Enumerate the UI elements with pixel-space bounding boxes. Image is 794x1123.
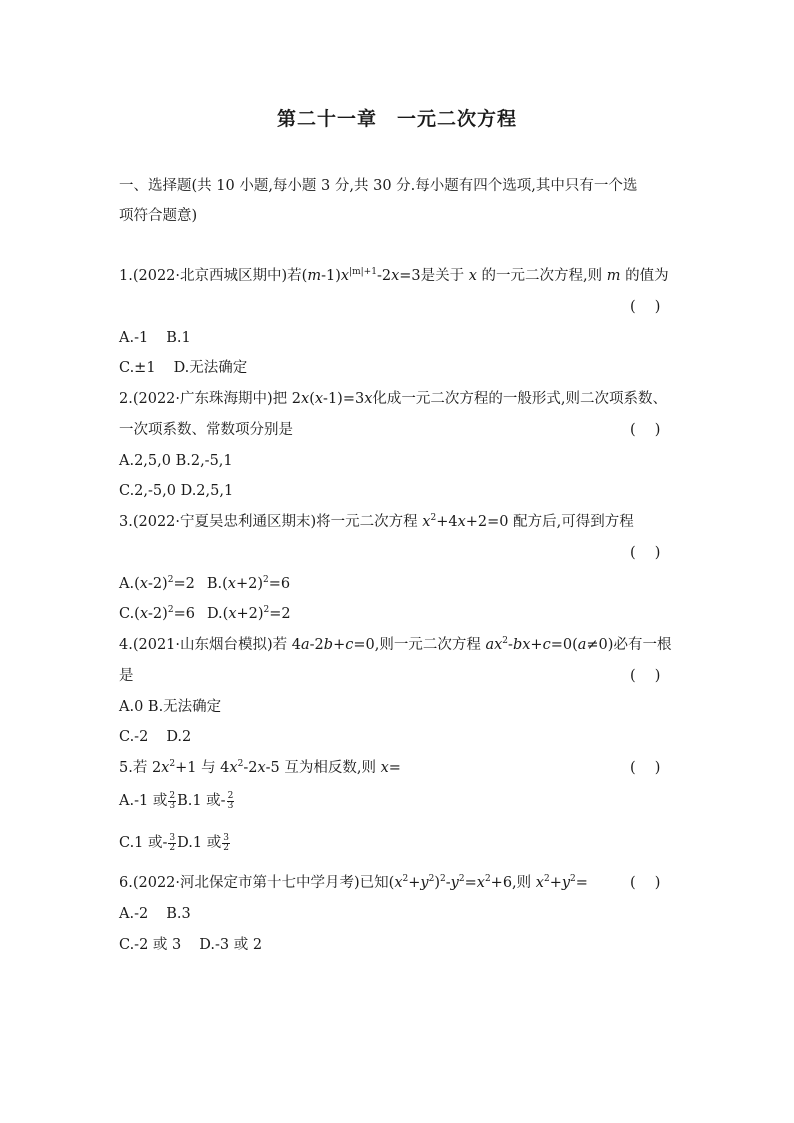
question-6-options-cd: C.-2 或 3 D.-3 或 2 (119, 937, 263, 953)
section-instructions-line1: 一、选择题(共 10 小题,每小题 3 分,共 30 分.每小题有四个选项,其中只有一个选 (119, 178, 638, 194)
question-6-answer-blank: ( ) (630, 875, 661, 891)
fraction-two-thirds: $\frac{2}{3}$ (227, 790, 234, 811)
question-3-options-ab: $A.(x-2)^2=2$ $B.(x+2)^2=6$ (119, 575, 291, 592)
question-3-stem: 3.(2022·宁夏吴忠利通区期末)将一元二次方程 $x^2+4x+2=0$ 配方后,可得到方程 (119, 513, 634, 530)
question-3-options-cd: $C.(x-2)^2=6$ $D.(x+2)^2=2$ (119, 605, 291, 622)
fraction-three-halves: $\frac{3}{2}$ (169, 832, 176, 853)
question-4-options-cd: C.-2 D.2 (119, 729, 192, 745)
question-2-answer-blank: ( ) (630, 422, 661, 438)
question-2-options-cd: C.2,-5,0 D.2,5,1 (119, 483, 234, 499)
question-3-answer-blank: ( ) (630, 545, 661, 561)
question-2-stem-line1: 2.(2022·广东珠海期中)把 2x(x-1)=3x化成一元二次方程的一般形式,则二次项系数、 (119, 391, 668, 407)
question-1-stem: 1.(2022·北京西城区期中)若$(m-1)x^{|m|+1}-2x=3$是关于 x 的一元二次方程,则 m 的值为 (119, 267, 669, 284)
question-1-options-ab: A.-1 B.1 (119, 330, 191, 346)
question-6-stem: 6.(2022·河北保定市第十七中学月考)已知$(x^2+y^2)^2-y^2=x^2+6$,则 $x^2+y^2=$ (119, 874, 588, 891)
fraction-three-halves: $\frac{3}{2}$ (223, 832, 229, 853)
question-1-options-cd: C.±1 D.无法确定 (119, 360, 248, 376)
question-4-options-ab: A.0 B.无法确定 (119, 699, 222, 715)
question-5-answer-blank: ( ) (630, 760, 661, 776)
question-4-stem-line1: 4.(2021·山东烟台模拟)若 4a-2b+c=0,则一元二次方程 $ax^2-bx+c=0(a\ne 0)$必有一根 (119, 636, 672, 653)
question-5-options-cd: C.1 或- $\frac{3}{2}$ D.1 或 $\frac{3}{2}$ (119, 832, 229, 853)
question-5-options-ab: A.-1 或 $\frac{2}{3}$ B.1 或- $\frac{2}{3}$ (119, 790, 234, 811)
question-5-stem: 5.若 $2x^2+1$ 与 $4x^2-2x-5$ 互为相反数,则 x= (119, 759, 401, 776)
question-1-answer-blank: ( ) (630, 299, 661, 315)
fraction-two-thirds: $\frac{2}{3}$ (169, 790, 176, 811)
section-instructions-line2: 项符合题意) (119, 208, 198, 224)
question-2-stem-line2: 一次项系数、常数项分别是 (119, 422, 293, 438)
page-title: 第二十一章 一元二次方程 (276, 108, 517, 130)
question-4-stem-line2: 是 (119, 668, 134, 684)
question-4-answer-blank: ( ) (630, 668, 661, 684)
question-6-options-ab: A.-2 B.3 (119, 906, 191, 922)
question-2-options-ab: A.2,5,0 B.2,-5,1 (119, 453, 233, 469)
